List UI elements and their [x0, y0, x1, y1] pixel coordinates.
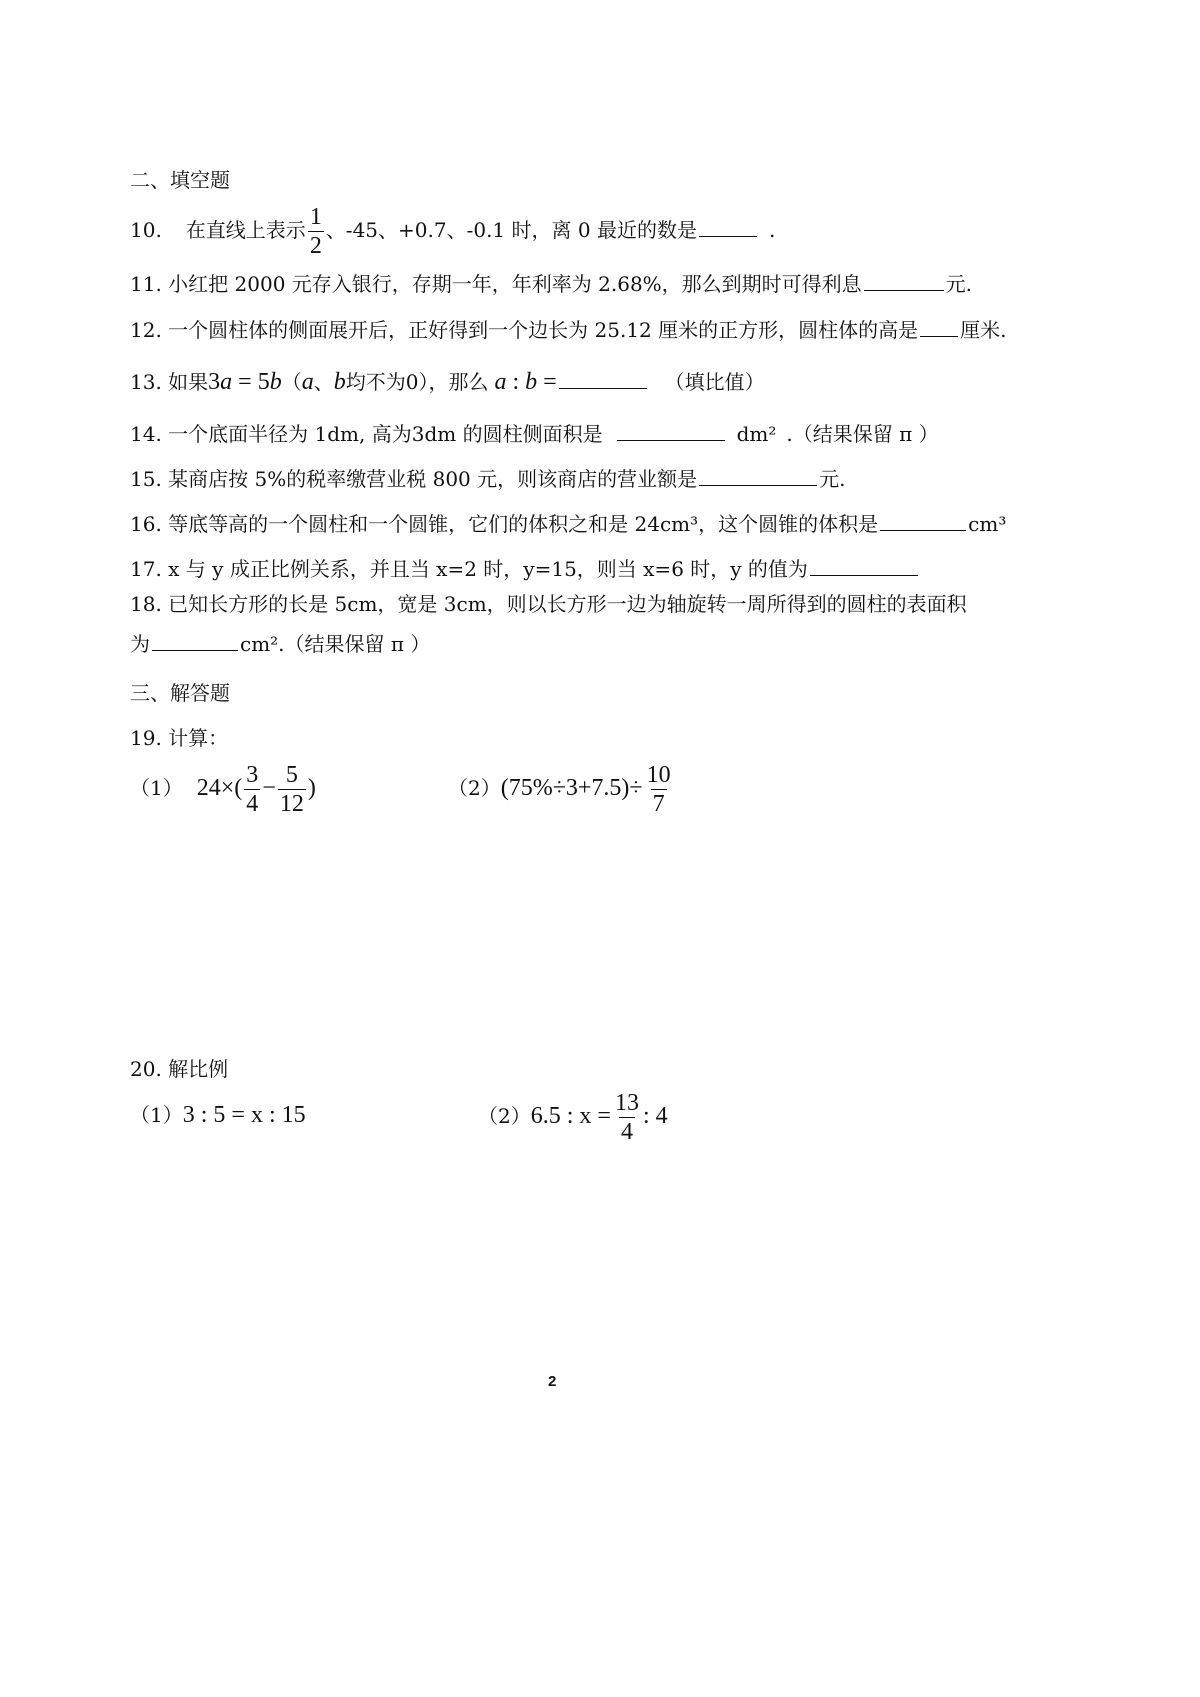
q20-p2-fraction	[613, 1090, 641, 1145]
q15-text: 15. 某商店按 5%的税率缴营业税 800 元，则该商店的营业额是	[130, 467, 698, 491]
q19-p1-f1-den: 4	[246, 791, 259, 817]
q18-answer-blank[interactable]	[152, 632, 238, 651]
page-number	[548, 1370, 556, 1394]
page-number-text: 2	[548, 1373, 557, 1390]
q10-frac-num: 1	[309, 204, 322, 230]
q18-line2-tail: cm².（结果保留 π ）	[240, 632, 431, 656]
q20-p1-label: （1）	[130, 1103, 183, 1127]
q13-ratio-b: b	[525, 369, 538, 395]
q20-p2-post: : 4	[642, 1103, 668, 1129]
q13-eq-op: =	[238, 369, 252, 395]
q16-answer-blank[interactable]	[880, 512, 966, 531]
q19-p1-f1-num: 3	[246, 762, 259, 788]
q19-p1-minus: −	[262, 775, 276, 801]
q13-eq-right-coef: 5	[257, 369, 270, 395]
q10-fraction	[308, 204, 324, 259]
q10-answer-blank[interactable]	[699, 218, 757, 237]
q19-title: 19. 计算：	[130, 726, 229, 750]
q19-p2-label: （2）	[448, 776, 501, 800]
question-19-part-1	[130, 762, 316, 817]
q10-tail: .	[768, 218, 776, 242]
question-13	[130, 370, 765, 394]
question-14	[130, 422, 939, 446]
q13-tail: （填比值）	[664, 370, 765, 394]
q11-text: 11. 小红把 2000 元存入银行，存期一年，年利率为 2.68%，那么到期时可得利息	[130, 272, 862, 296]
q13-eq-right-var: b	[269, 369, 282, 395]
question-11	[130, 272, 972, 296]
q17-text: 17. x 与 y 成正比例关系，并且当 x=2 时，y=15，则当 x=6 时，y 的值为	[130, 557, 808, 581]
q19-p2-fraction	[645, 762, 673, 817]
section-title-fill-in	[130, 168, 230, 192]
q11-tail: 元.	[945, 272, 973, 296]
question-20-part-1	[130, 1103, 306, 1127]
question-20-title	[130, 1057, 228, 1081]
q18-line2-prefix: 为	[130, 632, 150, 656]
q15-answer-blank[interactable]	[699, 467, 817, 486]
q13-paren: （	[281, 370, 302, 394]
q10-text-b: 、-45、+0.7、-0.1 时，离 0 最近的数是	[325, 218, 697, 242]
q14-unit: dm²	[736, 422, 777, 446]
question-17	[130, 557, 920, 581]
q14-tail: .（结果保留 π ）	[786, 422, 939, 446]
q20-p1-expr: 3 : 5 = x : 15	[182, 1102, 306, 1128]
q13-ratio-a: a	[494, 369, 507, 395]
question-18-line-1	[130, 592, 967, 616]
q13-vars	[302, 369, 346, 395]
q13-answer-blank[interactable]	[559, 370, 647, 389]
q14-text: 14. 一个底面半径为 1dm, 高为3dm 的圆柱侧面积是	[130, 422, 603, 446]
section-title-solve	[130, 681, 230, 705]
q20-p2-label: （2）	[478, 1104, 531, 1128]
section3-title: 三、解答题	[130, 681, 230, 705]
q19-p1-fraction-1	[244, 762, 260, 817]
q19-p1-label: （1）	[130, 776, 183, 800]
question-20-part-2	[478, 1090, 668, 1145]
question-10	[130, 204, 775, 259]
q19-p2-pre: (75%÷3+7.5)÷	[500, 775, 643, 801]
q14-answer-blank[interactable]	[617, 422, 725, 441]
q18-line1: 18. 已知长方形的长是 5cm，宽是 3cm，则以长方形一边为轴旋转一周所得到的圆柱的表面积	[130, 592, 967, 616]
q13-prefix: 13. 如果	[130, 370, 209, 394]
q13-var-b: b	[333, 369, 346, 395]
q11-answer-blank[interactable]	[864, 272, 944, 291]
q20-p2-f-num: 13	[614, 1090, 639, 1116]
q12-answer-blank[interactable]	[920, 318, 958, 337]
q10-text-a: 在直线上表示	[185, 218, 306, 242]
q13-ratio	[488, 369, 556, 395]
q15-tail: 元.	[819, 467, 846, 491]
q16-tail: cm³	[968, 512, 1007, 536]
q20-p2-f-den: 4	[620, 1119, 633, 1145]
q13-var-a: a	[301, 369, 314, 395]
q13-ratio-eq: =	[543, 369, 557, 395]
question-16	[130, 512, 1006, 536]
question-19-part-2	[448, 762, 675, 817]
q19-p1-post: )	[307, 775, 316, 801]
q19-p1-f2-num: 5	[285, 762, 298, 788]
question-19-title	[130, 726, 228, 750]
q19-p1-f2-den: 12	[279, 791, 304, 817]
q17-answer-blank[interactable]	[810, 557, 918, 576]
section2-title: 二、填空题	[130, 168, 230, 192]
q19-p1-fraction-2	[278, 762, 306, 817]
q19-p1-pre: 24×(	[196, 775, 243, 801]
q12-text: 12. 一个圆柱体的侧面展开后，正好得到一个边长为 25.12 厘米的正方形，圆柱体的高是	[130, 318, 919, 342]
q13-var-sep: 、	[313, 370, 334, 394]
q12-tail: 厘米.	[960, 318, 1007, 342]
q16-text: 16. 等底等高的一个圆柱和一个圆锥，它们的体积之和是 24cm³，这个圆锥的体积是	[130, 512, 879, 536]
q19-p2-f-den: 7	[652, 791, 665, 817]
q13-equation	[208, 369, 282, 395]
q10-number: 10.	[130, 218, 162, 242]
question-18-line-2	[130, 632, 430, 656]
q20-title: 20. 解比例	[130, 1057, 229, 1081]
q13-eq-left-coef: 3	[208, 369, 221, 395]
q13-condition: 均不为0），那么	[345, 370, 489, 394]
q10-frac-den: 2	[309, 233, 322, 259]
q20-p2-pre: 6.5 : x =	[530, 1103, 611, 1129]
question-15	[130, 467, 846, 491]
question-12	[130, 318, 1007, 342]
q13-eq-left-var: a	[220, 369, 233, 395]
q19-p2-f-num: 10	[646, 762, 671, 788]
q13-ratio-colon: :	[512, 369, 520, 395]
